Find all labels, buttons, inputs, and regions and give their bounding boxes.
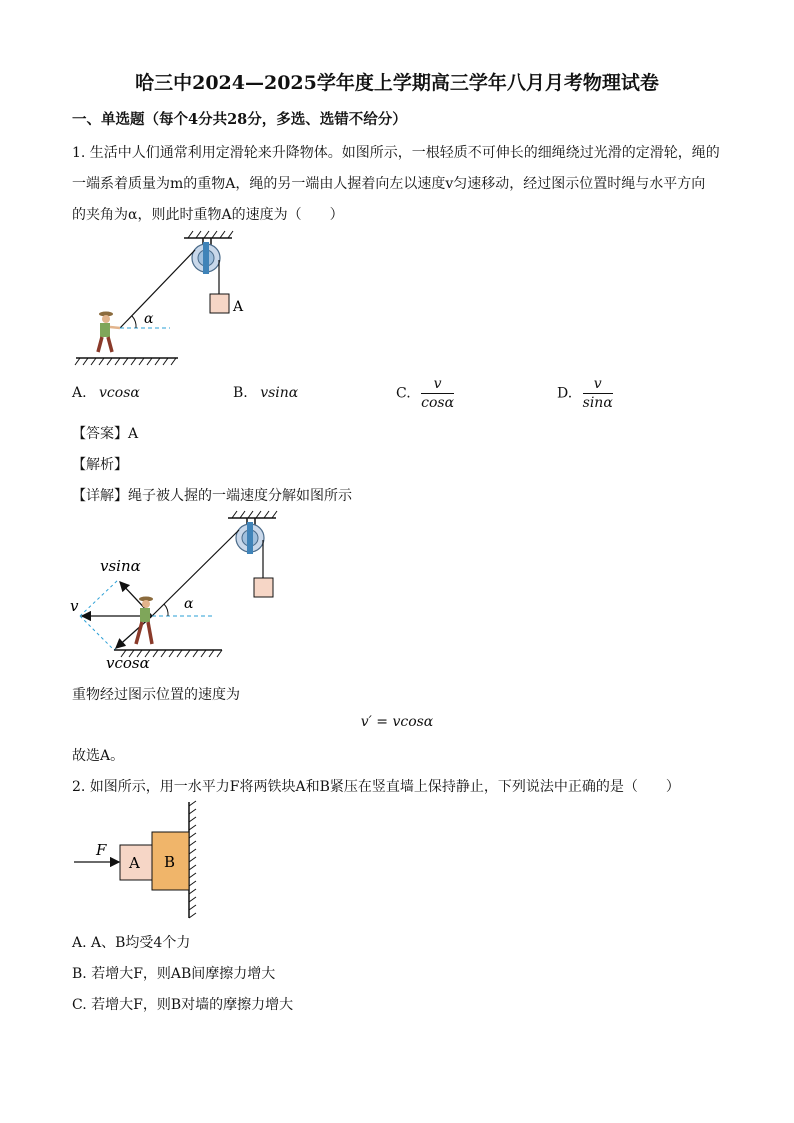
- block-a: [210, 294, 229, 313]
- ceiling-hatch: [188, 231, 233, 238]
- vcos-label: vcosα: [106, 654, 150, 672]
- angle-alpha-label: α: [144, 311, 154, 327]
- wall-hatch: [189, 801, 196, 918]
- q2-blocks-figure: [72, 800, 212, 922]
- block-a-label: A: [129, 854, 140, 872]
- q1-stem-line2: 一端系着质量为m的重物A，绳的另一端由人握着向左以速度v匀速移动，经过图示位置时绳与水平方向: [72, 176, 706, 192]
- q1-analysis-heading: 【解析】: [72, 457, 128, 473]
- q1-pulley-figure: [72, 228, 262, 373]
- q1-stem-line1: 1. 生活中人们通常利用定滑轮来升降物体。如图所示，一根轻质不可伸长的细绳绕过光滑的定滑轮，绳的: [72, 145, 720, 161]
- q2-stem: 2. 如图所示，用一水平力F将两铁块A和B紧压在竖直墙上保持静止，下列说法中正确的是（ ）: [72, 779, 680, 795]
- q2-option-c[interactable]: C. 若增大F，则B对墙的摩擦力增大: [72, 997, 294, 1013]
- q1-conclusion: 故选A。: [72, 748, 125, 764]
- vsin-label: vsinα: [100, 557, 141, 575]
- q1-stem-line3: 的夹角为α，则此时重物A的速度为（ ）: [72, 207, 344, 223]
- q1-speed-line: 重物经过图示位置的速度为: [72, 687, 240, 703]
- svg-text:α: α: [184, 596, 194, 612]
- force-f-label: F: [96, 841, 107, 859]
- q1-option-a[interactable]: A. vcosα: [72, 385, 140, 401]
- block-a-label: A: [233, 299, 244, 315]
- block-a-2: [254, 578, 273, 597]
- q1-detail: 【详解】绳子被人握的一端速度分解如图所示: [72, 488, 352, 504]
- q1-answer: 【答案】A: [72, 426, 139, 442]
- q1-formula: v′ = vcosα: [360, 714, 434, 730]
- q1-velocity-decomposition-figure: [68, 508, 288, 673]
- q1-option-c[interactable]: C. $\frac{v}{\cos\alpha}$: [396, 376, 455, 411]
- q1-option-b[interactable]: B. vsinα: [233, 385, 299, 401]
- person-icon-2: [136, 597, 153, 645]
- v-label: v: [70, 597, 79, 615]
- q2-option-a[interactable]: A. A、B均受4个力: [72, 935, 191, 951]
- pulley-axle: [203, 242, 209, 274]
- page-title: 哈三中2024—2025学年度上学期高三学年八月月考物理试卷: [135, 72, 659, 94]
- section-heading: 一、单选题（每个4分共28分，多选、选错不给分）: [72, 111, 407, 128]
- person-icon: [98, 312, 120, 353]
- q1-option-d[interactable]: D. $\frac{v}{\sin\alpha}$: [557, 376, 613, 411]
- q2-option-b[interactable]: B. 若增大F，则AB间摩擦力增大: [72, 966, 276, 982]
- block-b-label: B: [164, 853, 176, 871]
- rope-slanted: [120, 250, 195, 328]
